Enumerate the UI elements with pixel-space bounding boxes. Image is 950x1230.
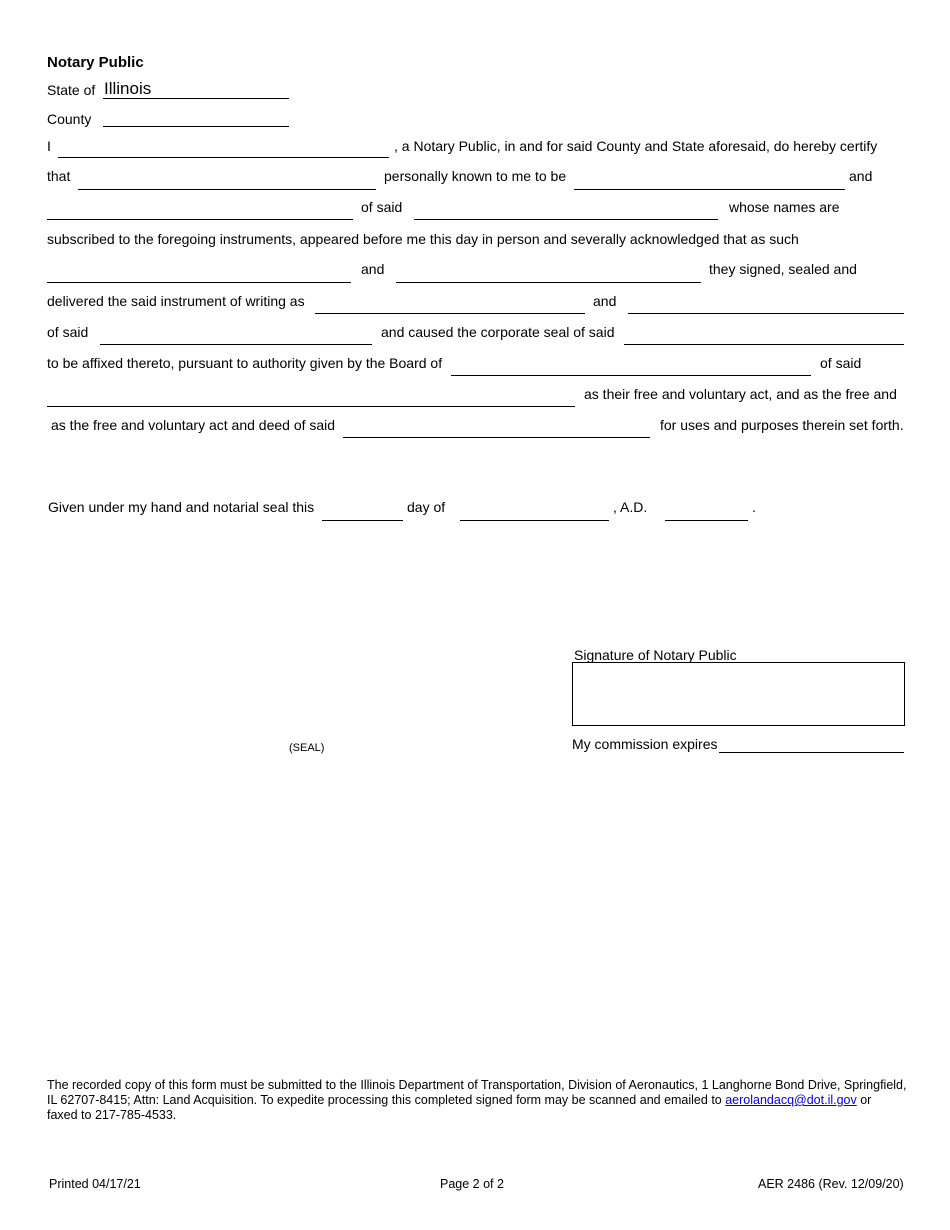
and-label: and [849, 168, 873, 184]
signed-label: they signed, sealed and [709, 261, 857, 277]
board-field[interactable] [451, 375, 811, 376]
corporation-field[interactable] [624, 344, 904, 345]
state-field-value: Illinois [104, 79, 152, 98]
line-i-text: , a Notary Public, in and for said County and State aforesaid, do hereby certify [394, 138, 878, 154]
delivered-text: delivered the said instrument of writing as [47, 293, 305, 309]
day-of-label: day of [407, 499, 446, 515]
form-id: AER 2486 (Rev. 12/09/20) [758, 1177, 904, 1191]
seal-label: (SEAL) [289, 742, 325, 754]
person-name-field[interactable] [78, 189, 376, 190]
footer-note-text: IL 62707-8415; Attn: Land Acquisition. To expedite processing this completed signed form may be scanned and emailed to [47, 1093, 726, 1107]
free-act-text: as their free and voluntary act, and as the free and [584, 386, 897, 402]
delivered-as-field-2[interactable] [628, 313, 904, 314]
and-label-3: and [593, 293, 617, 309]
email-link[interactable]: aerolandacq@dot.il.gov [725, 1093, 857, 1107]
state-label: State of [47, 82, 96, 98]
printed-date: Printed 04/17/21 [49, 1177, 141, 1191]
ad-label: , A.D. [613, 499, 648, 515]
capacity-field-2[interactable] [396, 282, 701, 283]
uses-text: for uses and purposes therein set forth. [660, 417, 904, 433]
page-number: Page 2 of 2 [440, 1177, 504, 1191]
delivered-as-field-1[interactable] [315, 313, 585, 314]
footer-note-line-2 [47, 1093, 917, 1108]
footer-note-line-1: The recorded copy of this form must be submitted to the Illinois Department of Transportation, Division of Aeronautics, 1 Langhorne Bond Drive, Springfield, [47, 1078, 907, 1092]
commission-label: My commission expires [572, 736, 718, 752]
county-label: County [47, 111, 92, 127]
and-label-2: and [361, 261, 385, 277]
subscribed-text: subscribed to the foregoing instruments, appeared before me this day in person and severally acknowledged that as such [47, 231, 799, 247]
of-said-field[interactable] [100, 344, 372, 345]
second-person-field[interactable] [47, 219, 353, 220]
entity-field[interactable] [47, 406, 575, 407]
footer-note [47, 1078, 917, 1123]
day-field[interactable] [322, 520, 403, 521]
footer-note-line-3: faxed to 217-785-4533. [47, 1108, 177, 1122]
organization-field[interactable] [414, 219, 718, 220]
month-field[interactable] [460, 520, 609, 521]
of-said-label: of said [361, 199, 403, 215]
affixed-text: to be affixed thereto, pursuant to authority given by the Board of [47, 355, 443, 371]
signature-box[interactable] [572, 662, 905, 726]
caused-text: and caused the corporate seal of said [381, 324, 615, 340]
state-field[interactable] [103, 98, 289, 99]
period-label: . [752, 499, 756, 515]
given-text: Given under my hand and notarial seal this [48, 499, 315, 515]
footer-note-or: or [856, 1093, 872, 1107]
that-label: that [47, 168, 71, 184]
commission-expires-field[interactable] [719, 752, 904, 753]
line-i-label: I [47, 138, 51, 154]
deed-of-field[interactable] [343, 437, 650, 438]
title-field[interactable] [574, 189, 845, 190]
form-heading: Notary Public [47, 54, 144, 71]
county-field[interactable] [103, 126, 289, 127]
notary-name-field[interactable] [58, 157, 389, 158]
year-field[interactable] [665, 520, 748, 521]
deed-text: as the free and voluntary act and deed of said [51, 417, 336, 433]
of-said-label-2: of said [47, 324, 89, 340]
signature-label: Signature of Notary Public [574, 647, 737, 663]
whose-names-label: whose names are [729, 199, 840, 215]
known-label: personally known to me to be [384, 168, 567, 184]
capacity-field-1[interactable] [47, 282, 351, 283]
of-said-label-3: of said [820, 355, 862, 371]
